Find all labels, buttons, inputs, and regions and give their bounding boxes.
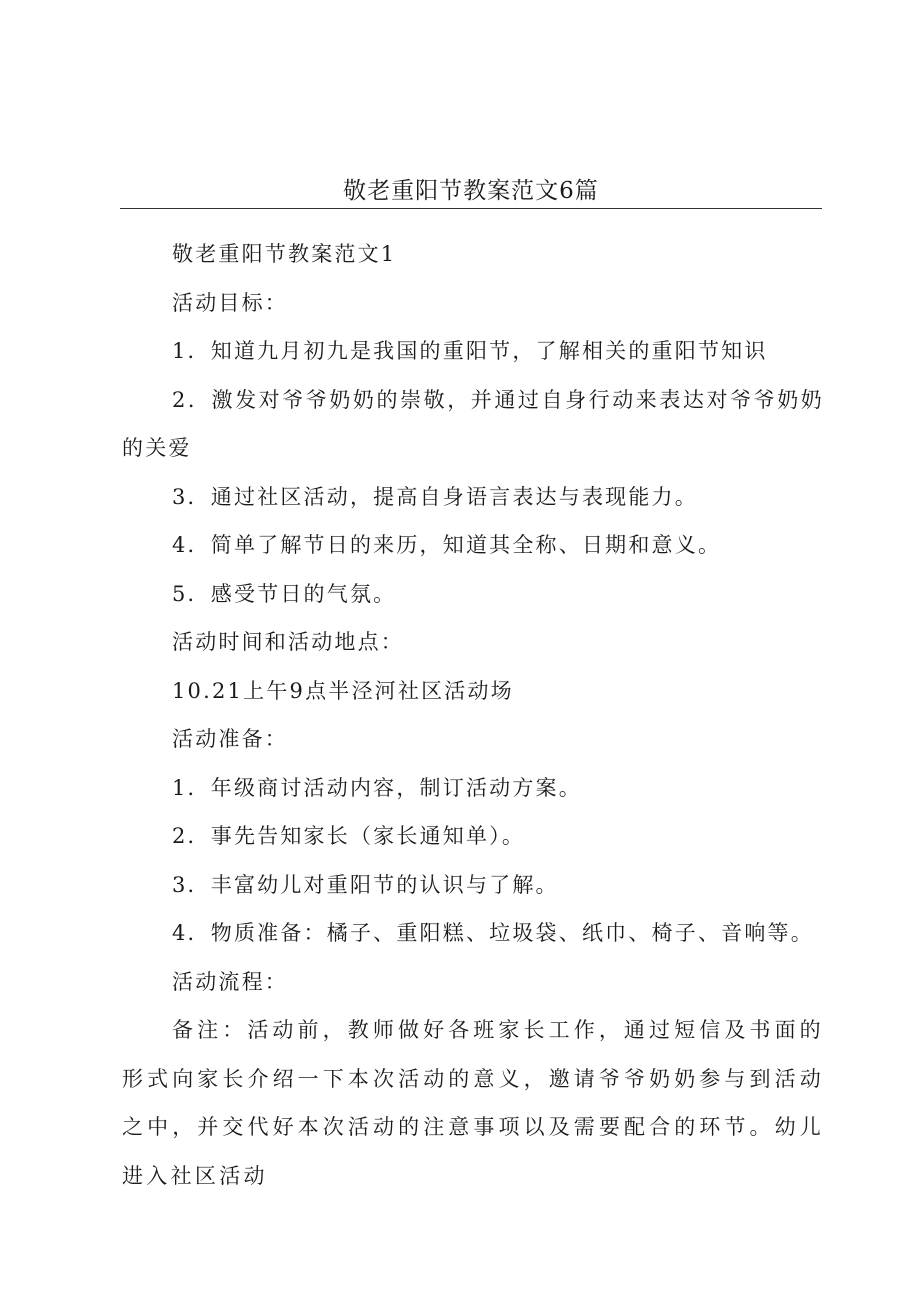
preparation-item: 2．事先告知家长（家长通知单）。: [172, 824, 526, 848]
preparation-item: 3．丰富幼儿对重阳节的认识与了解。: [172, 872, 559, 897]
goal-item: 3．通过社区活动，提高自身语言表达与表现能力。: [172, 484, 698, 509]
preparation-item: 4．物质准备：橘子、重阳糕、垃圾袋、纸巾、椅子、音响等。: [172, 921, 814, 945]
subheading-process: 活动流程：: [172, 969, 288, 994]
goal-item: 4．简单了解节日的来历，知道其全称、日期和意义。: [172, 533, 722, 557]
subheading-preparation: 活动准备：: [172, 727, 288, 751]
time-place-text: 10.21上午9点半泾河社区活动场: [172, 678, 514, 703]
title-underline: [120, 208, 822, 209]
goal-item: 5．感受节日的气氛。: [172, 581, 397, 606]
subheading-activity-goals: 活动目标：: [172, 290, 288, 315]
process-note: 备注：活动前，教师做好各班家长工作，通过短信及书面的形式向家长介绍一下本次活动的意义，邀请爷爷奶奶参与到活动之中，并交代好本次活动的注意事项以及需要配合的环节。幼儿进入社区活动: [122, 1018, 824, 1188]
section-heading: 敬老重阳节教案范文1: [172, 242, 397, 266]
document-body: [122, 230, 824, 1200]
subheading-time-place: 活动时间和活动地点：: [172, 630, 404, 654]
goal-item: 1．知道九月初九是我国的重阳节，了解相关的重阳节知识: [172, 339, 768, 363]
preparation-item: 1．年级商讨活动内容，制订活动方案。: [172, 775, 582, 800]
goal-item: 2．激发对爷爷奶奶的崇敬，并通过自身行动来表达对爷爷奶奶的关爱: [122, 387, 824, 460]
document-title: 敬老重阳节教案范文6篇: [343, 178, 599, 204]
